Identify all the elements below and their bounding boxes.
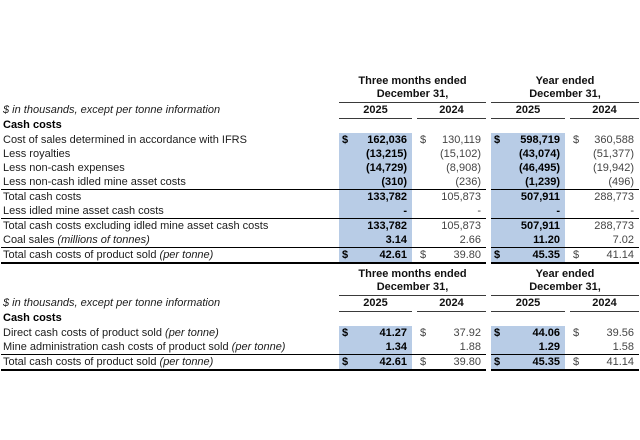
row-label: Total cash costs excluding idled mine asset cash costs xyxy=(3,219,269,232)
year-column-header: 2025 xyxy=(491,102,565,118)
table-row xyxy=(1,354,639,370)
year-column-header: 2024 xyxy=(417,102,486,118)
row-label: Less non-cash expenses xyxy=(3,161,125,174)
value-cell: 11.20 xyxy=(491,233,565,248)
value-cell: $ 39.56 xyxy=(573,326,635,339)
value-cell: $ 130,119 xyxy=(420,133,481,146)
value-cell: $ 41.14 xyxy=(570,247,639,263)
value-cell: 1.29 xyxy=(491,340,565,355)
row-label: Mine administration cash costs of product sold (per tonne) xyxy=(1,340,339,355)
spacer-cell xyxy=(1,88,339,102)
value-cell: (15,102) xyxy=(440,147,481,160)
value-cell: $ 45.35 xyxy=(491,247,565,263)
value-cell: (236) xyxy=(417,175,486,190)
spacer-cell xyxy=(1,267,339,281)
value-cell: (1,239) xyxy=(491,175,565,190)
row-label: Less royalties xyxy=(3,147,71,160)
row-label: Less non-cash idled mine asset costs xyxy=(1,175,339,190)
table-row xyxy=(1,326,639,340)
value-cell: $ 45.35 xyxy=(491,354,565,370)
value-cell: $ 44.06 xyxy=(491,326,565,340)
table-row xyxy=(1,161,639,175)
table-row xyxy=(1,247,639,263)
value-cell: (496) xyxy=(570,175,639,190)
value-cell: $ 42.61 xyxy=(339,354,412,370)
section-header-row xyxy=(1,118,639,133)
row-label: Total cash costs of product sold (per tonne) xyxy=(1,354,339,370)
date-subheader: December 31, xyxy=(491,281,639,295)
date-subheader: December 31, xyxy=(339,281,486,295)
value-cell: (51,377) xyxy=(593,147,635,160)
period-header-year: Year ended xyxy=(535,267,595,280)
year-column-header: 2024 xyxy=(417,295,486,311)
value-cell: 288,773 xyxy=(594,190,635,203)
per-tonne-cash-costs-table xyxy=(1,267,639,371)
row-label: Total cash costs of product sold (per tonne) xyxy=(1,247,339,263)
row-label: Cost of sales determined in accordance with IFRS xyxy=(3,133,247,146)
table-row xyxy=(1,218,639,233)
cash-costs-table xyxy=(1,74,639,264)
year-column-header: 2024 xyxy=(570,295,639,311)
section-header-row xyxy=(1,311,639,326)
units-note: $ in thousands, except per tonne information xyxy=(3,103,221,116)
value-cell: - xyxy=(417,204,486,219)
value-cell: 1.88 xyxy=(417,340,486,355)
period-header-three-months: Three months ended xyxy=(358,74,467,87)
value-cell: $ 41.27 xyxy=(339,326,412,340)
year-column-header: 2024 xyxy=(570,102,639,118)
row-label: Less idled mine asset cash costs xyxy=(1,204,339,219)
value-cell: $ 360,588 xyxy=(573,133,635,146)
value-cell: 3.14 xyxy=(339,233,412,248)
value-cell: (43,074) xyxy=(491,147,565,161)
value-cell: - xyxy=(339,204,412,219)
table-row xyxy=(1,204,639,219)
value-cell: 507,911 xyxy=(491,218,565,233)
value-cell: - xyxy=(570,204,639,219)
table-row xyxy=(1,133,639,147)
year-column-header: 2025 xyxy=(339,102,412,118)
section-header: Cash costs xyxy=(3,119,62,132)
date-header-row xyxy=(1,88,639,102)
year-header-row xyxy=(1,102,639,118)
value-cell: (14,729) xyxy=(339,161,412,175)
value-cell: 133,782 xyxy=(339,218,412,233)
value-cell: 105,873 xyxy=(441,190,481,203)
table-row xyxy=(1,340,639,355)
table-row xyxy=(1,233,639,248)
value-cell: 288,773 xyxy=(594,219,635,232)
value-cell: 7.02 xyxy=(570,233,639,248)
value-cell: - xyxy=(491,204,565,219)
date-header-row xyxy=(1,281,639,295)
value-cell: 1.34 xyxy=(339,340,412,355)
period-header-year: Year ended xyxy=(535,74,595,87)
value-cell: (46,495) xyxy=(491,161,565,175)
value-cell: $ 162,036 xyxy=(339,133,412,147)
value-cell: 133,782 xyxy=(339,189,412,204)
year-header-row xyxy=(1,295,639,311)
period-header-three-months: Three months ended xyxy=(358,267,467,280)
units-note: $ in thousands, except per tonne information xyxy=(3,296,221,309)
date-subheader: December 31, xyxy=(491,88,639,102)
period-header-row xyxy=(1,267,639,281)
period-header-row xyxy=(1,74,639,88)
row-label: Direct cash costs of product sold (per tonne) xyxy=(3,326,219,339)
value-cell: (13,215) xyxy=(339,147,412,161)
spacer-cell xyxy=(1,74,339,88)
value-cell: (19,942) xyxy=(593,161,635,174)
value-cell: $ 598,719 xyxy=(491,133,565,147)
value-cell: 507,911 xyxy=(491,189,565,204)
value-cell: 2.66 xyxy=(417,233,486,248)
table-row xyxy=(1,147,639,161)
table-row xyxy=(1,175,639,190)
value-cell: (8,908) xyxy=(446,161,481,174)
spacer-cell xyxy=(1,281,339,295)
year-column-header: 2025 xyxy=(491,295,565,311)
row-label: Total cash costs xyxy=(3,190,82,203)
value-cell: $ 42.61 xyxy=(339,247,412,263)
table-row xyxy=(1,189,639,204)
value-cell: $ 41.14 xyxy=(570,354,639,370)
value-cell: $ 39.80 xyxy=(417,247,486,263)
value-cell: $ 37.92 xyxy=(420,326,481,339)
section-header: Cash costs xyxy=(3,312,62,325)
value-cell: (310) xyxy=(339,175,412,190)
row-label: Coal sales (millions of tonnes) xyxy=(1,233,339,248)
value-cell: 105,873 xyxy=(441,219,481,232)
value-cell: 1.58 xyxy=(570,340,639,355)
value-cell: $ 39.80 xyxy=(417,354,486,370)
date-subheader: December 31, xyxy=(339,88,486,102)
year-column-header: 2025 xyxy=(339,295,412,311)
